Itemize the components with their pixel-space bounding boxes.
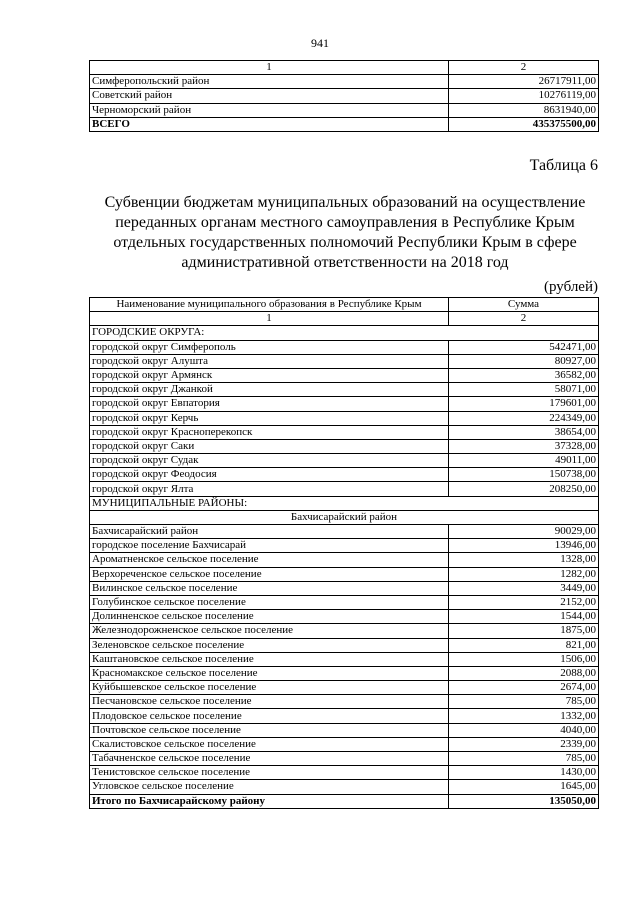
row-sum: 4040,00 <box>449 723 599 737</box>
row-sum: 49011,00 <box>449 454 599 468</box>
row-sum: 135050,00 <box>449 794 599 808</box>
row-sum: 36582,00 <box>449 368 599 382</box>
row-sum: 1430,00 <box>449 766 599 780</box>
row-sum: 1875,00 <box>449 624 599 638</box>
table-row <box>90 454 599 468</box>
table-row <box>90 695 599 709</box>
row-sum: 1645,00 <box>449 780 599 794</box>
table-row <box>90 89 599 103</box>
row-sum: 13946,00 <box>449 539 599 553</box>
table-row <box>90 368 599 382</box>
table-row <box>90 468 599 482</box>
row-name: Тенистовское сельское поселение <box>90 766 449 780</box>
row-name: Бахчисарайский район <box>90 525 449 539</box>
table-row <box>90 411 599 425</box>
units-label: (рублей) <box>543 279 598 295</box>
table-row <box>90 539 599 553</box>
row-name: городской округ Судак <box>90 454 449 468</box>
table-row <box>90 766 599 780</box>
column-number-row <box>90 61 599 75</box>
table-row <box>90 752 599 766</box>
table-row <box>90 75 599 89</box>
column-number-row <box>90 312 599 326</box>
row-sum: 150738,00 <box>449 468 599 482</box>
row-name: Скалистовское сельское поселение <box>90 737 449 751</box>
row-sum: 1282,00 <box>449 567 599 581</box>
col-number: 1 <box>90 312 449 326</box>
row-name: городской округ Ялта <box>90 482 449 496</box>
row-name: Плодовское сельское поселение <box>90 709 449 723</box>
row-name: Голубинское сельское поселение <box>90 595 449 609</box>
page-number: 941 <box>311 36 329 50</box>
row-sum: 179601,00 <box>449 397 599 411</box>
row-sum: 90029,00 <box>449 525 599 539</box>
col-number: 2 <box>449 61 599 75</box>
row-name: Советский район <box>90 89 449 103</box>
table-row <box>90 383 599 397</box>
row-name: Железнодорожненское сельское поселение <box>90 624 449 638</box>
title-line: переданных органам местного самоуправления в Республике Крым <box>115 214 575 231</box>
row-sum: 1506,00 <box>449 652 599 666</box>
table-row <box>90 638 599 652</box>
row-name: городской округ Евпатория <box>90 397 449 411</box>
row-name: Черноморский район <box>90 103 449 117</box>
row-sum: 38654,00 <box>449 425 599 439</box>
table-row <box>90 737 599 751</box>
row-sum: 26717911,00 <box>449 75 599 89</box>
table-row <box>90 652 599 666</box>
row-sum: 785,00 <box>449 752 599 766</box>
row-sum: 2088,00 <box>449 666 599 680</box>
row-name: Зеленовское сельское поселение <box>90 638 449 652</box>
table-row <box>90 610 599 624</box>
row-name: городской округ Красноперекопск <box>90 425 449 439</box>
table-title <box>60 193 630 273</box>
row-sum: 58071,00 <box>449 383 599 397</box>
total-row <box>90 794 599 808</box>
row-sum: 3449,00 <box>449 581 599 595</box>
row-sum: 37328,00 <box>449 439 599 453</box>
table-row <box>90 567 599 581</box>
table-row <box>90 681 599 695</box>
total-row <box>90 117 599 131</box>
row-sum: 2152,00 <box>449 595 599 609</box>
row-name: Ароматненское сельское поселение <box>90 553 449 567</box>
row-sum: 224349,00 <box>449 411 599 425</box>
row-sum: 785,00 <box>449 695 599 709</box>
row-sum: 1332,00 <box>449 709 599 723</box>
row-name: Красномакское сельское поселение <box>90 666 449 680</box>
table-label: Таблица 6 <box>529 157 598 174</box>
table-row <box>90 425 599 439</box>
row-sum: 2674,00 <box>449 681 599 695</box>
row-sum: 2339,00 <box>449 737 599 751</box>
row-name: городской округ Алушта <box>90 354 449 368</box>
row-name: городской округ Феодосия <box>90 468 449 482</box>
table-row <box>90 780 599 794</box>
table-row <box>90 439 599 453</box>
row-name: ВСЕГО <box>90 117 449 131</box>
table-row <box>90 103 599 117</box>
row-sum: 821,00 <box>449 638 599 652</box>
table-row <box>90 354 599 368</box>
row-name: Верхореченское сельское поселение <box>90 567 449 581</box>
district-row <box>90 510 599 524</box>
row-name: Почтовское сельское поселение <box>90 723 449 737</box>
header-name: Наименование муниципального образования в Республике Крым <box>90 298 449 312</box>
section-label: ГОРОДСКИЕ ОКРУГА: <box>90 326 599 340</box>
row-name: городской округ Джанкой <box>90 383 449 397</box>
table-row <box>90 666 599 680</box>
col-number: 1 <box>90 61 449 75</box>
row-sum: 1544,00 <box>449 610 599 624</box>
row-sum: 8631940,00 <box>449 103 599 117</box>
row-sum: 435375500,00 <box>449 117 599 131</box>
title-line: Субвенции бюджетам муниципальных образований на осуществление <box>104 194 586 211</box>
table-row <box>90 397 599 411</box>
title-line: отдельных государственных полномочий Республики Крым в сфере <box>113 234 577 251</box>
row-name: Песчановское сельское поселение <box>90 695 449 709</box>
row-name: городской округ Симферополь <box>90 340 449 354</box>
subventions-table <box>89 297 599 809</box>
row-name: городской округ Саки <box>90 439 449 453</box>
row-name: Каштановское сельское поселение <box>90 652 449 666</box>
row-name: Вилинское сельское поселение <box>90 581 449 595</box>
table-row <box>90 723 599 737</box>
row-sum: 80927,00 <box>449 354 599 368</box>
previous-table-continuation <box>89 60 599 132</box>
header-row <box>90 298 599 312</box>
title-line: административной ответственности на 2018 год <box>181 254 509 271</box>
row-sum: 10276119,00 <box>449 89 599 103</box>
row-name: городское поселение Бахчисарай <box>90 539 449 553</box>
table-row <box>90 525 599 539</box>
row-name: Куйбышевское сельское поселение <box>90 681 449 695</box>
row-name: городской округ Армянск <box>90 368 449 382</box>
row-sum: 208250,00 <box>449 482 599 496</box>
district-label: Бахчисарайский район <box>90 510 599 524</box>
table-row <box>90 624 599 638</box>
row-sum: 542471,00 <box>449 340 599 354</box>
row-name: городской округ Керчь <box>90 411 449 425</box>
row-name: Итого по Бахчисарайскому району <box>90 794 449 808</box>
table-row <box>90 553 599 567</box>
table-row <box>90 340 599 354</box>
section-row <box>90 496 599 510</box>
section-label: МУНИЦИПАЛЬНЫЕ РАЙОНЫ: <box>90 496 599 510</box>
section-row <box>90 326 599 340</box>
row-name: Симферопольский район <box>90 75 449 89</box>
row-name: Табачненское сельское поселение <box>90 752 449 766</box>
row-sum: 1328,00 <box>449 553 599 567</box>
col-number: 2 <box>449 312 599 326</box>
table-row <box>90 709 599 723</box>
row-name: Долинненское сельское поселение <box>90 610 449 624</box>
table-row <box>90 482 599 496</box>
header-sum: Сумма <box>449 298 599 312</box>
row-name: Угловское сельское поселение <box>90 780 449 794</box>
table-row <box>90 581 599 595</box>
table-row <box>90 595 599 609</box>
